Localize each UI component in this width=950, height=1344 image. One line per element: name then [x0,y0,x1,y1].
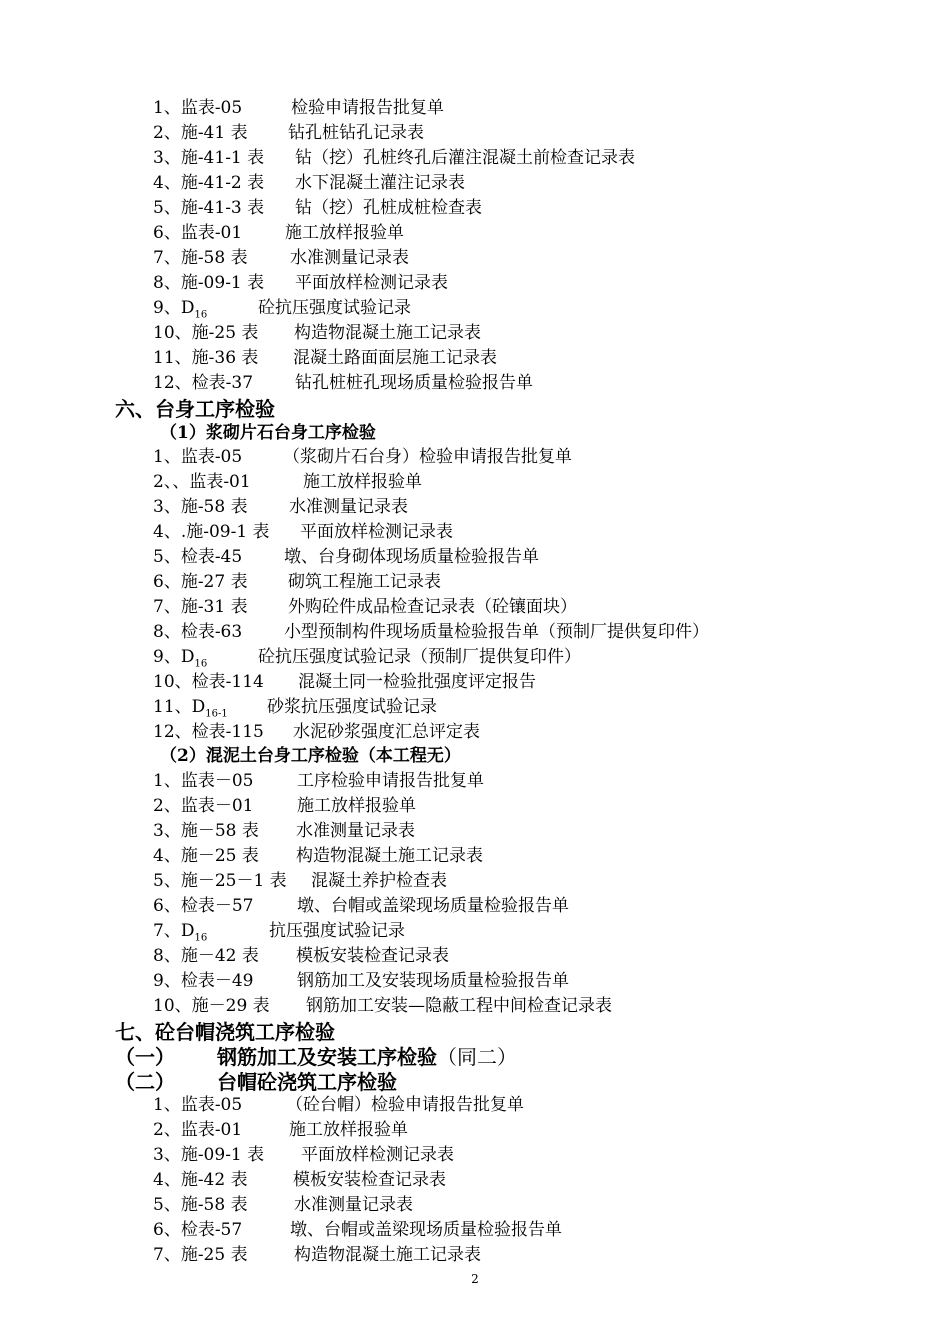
item-code-subscript: 16 [194,932,208,944]
subsection-note: （同二） [437,1045,517,1069]
item-desc: 钢筋加工及安装现场质量检验报告单 [297,971,569,991]
list-item [153,1193,753,1218]
subsection-number: （一） [115,1045,175,1069]
item-desc: （砼台帽）检验申请报告批复单 [286,1095,524,1115]
list-item [153,894,753,919]
list-item [153,969,753,994]
section-heading: 七、砼台帽浇筑工序检验 [115,1020,335,1044]
item-desc: 墩、台身砌体现场质量检验报告单 [284,547,539,567]
subsection-heading [115,1069,615,1095]
item-desc: 钻（挖）孔桩终孔后灌注混凝土前检查记录表 [295,148,635,168]
item-desc: 水准测量记录表 [290,248,409,268]
subsection-title-text: 钢筋加工及安装工序检验 [217,1045,437,1069]
item-code: 7、施-25 表 [153,1245,248,1265]
item-desc: 混凝土养护检查表 [311,871,447,891]
item-code: 5、施-58 表 [153,1195,248,1215]
section-heading: 六、台身工序检验 [115,397,275,421]
list-item [153,595,773,620]
subsection-title: 台帽砼浇筑工序检验 [217,1070,397,1094]
item-code: 4、.施-09-1 表 [153,522,270,542]
item-desc: 砼抗压强度试验记录 [258,298,411,318]
list-item [153,1243,753,1268]
item-code-main: 11、D [153,697,206,717]
item-code: 10、施－29 表 [153,996,270,1016]
item-desc: 平面放样检测记录表 [295,273,448,293]
item-code: 1、监表-05 [153,1095,243,1115]
list-item [153,670,773,695]
item-code-main: 9、D [153,298,195,318]
item-desc: 钻孔桩桩孔现场质量检验报告单 [295,373,533,393]
item-code-main: 9、D [153,647,195,667]
item-code: 9、检表－49 [153,971,254,991]
item-code: 5、施－25－1 表 [153,871,287,891]
list-item [153,246,753,271]
list-item [153,96,753,121]
page-number: 2 [471,1272,479,1286]
list-item [153,794,753,819]
item-desc: 构造物混凝土施工记录表 [294,1245,481,1265]
item-desc: 钻孔桩钻孔记录表 [288,123,424,143]
item-desc: 模板安装检查记录表 [296,946,449,966]
list-item [153,1168,753,1193]
item-code: 10、施-25 表 [153,323,259,343]
item-code: 1、监表－05 [153,771,254,791]
item-desc: （浆砌片石台身）检验申请报告批复单 [283,447,572,467]
list-item [153,495,773,520]
item-code-subscript: 16-1 [205,708,228,720]
item-code: 6、监表-01 [153,223,243,243]
item-desc: 水准测量记录表 [294,1195,413,1215]
item-desc: 模板安装检查记录表 [293,1170,446,1190]
item-code: 8、施－42 表 [153,946,259,966]
item-code: 5、施-41-3 表 [153,198,265,218]
item-code: 6、检表－57 [153,896,254,916]
item-code: 3、施－58 表 [153,821,259,841]
item-desc: 钢筋加工安装—隐蔽工程中间检查记录表 [306,996,612,1016]
item-code: 4、施－25 表 [153,846,259,866]
list-item [153,819,753,844]
item-code: 5、检表-45 [153,547,243,567]
item-code: 8、施-09-1 表 [153,273,265,293]
item-desc: 构造物混凝土施工记录表 [294,323,481,343]
item-desc: 外购砼件成品检查记录表（砼镶面块） [288,597,577,617]
list-item [153,620,773,645]
subsection-number: （二） [115,1070,175,1094]
list-item [153,346,753,371]
list-item [153,1118,753,1143]
item-desc: 工序检验申请报告批复单 [297,771,484,791]
list-item [153,221,753,246]
item-code: 2、、监表-01 [153,472,251,492]
item-desc: 钻（挖）孔桩成桩检查表 [295,198,482,218]
item-desc: 混凝土路面面层施工记录表 [293,348,497,368]
item-desc: 墩、台帽或盖梁现场质量检验报告单 [290,1220,562,1240]
item-desc: 构造物混凝土施工记录表 [296,846,483,866]
item-desc: 施工放样报验单 [289,1120,408,1140]
list-item [153,645,773,670]
list-item [153,296,753,321]
list-item [153,869,753,894]
item-desc: 水下混凝土灌注记录表 [295,173,465,193]
subsection-heading: （2）混泥土台身工序检验（本工程无） [160,746,461,766]
item-code: 6、施-27 表 [153,572,248,592]
item-desc: 施工放样报验单 [303,472,422,492]
item-desc: 水泥砂浆强度汇总评定表 [293,722,480,742]
list-item [153,919,753,944]
item-code: 2、施-41 表 [153,123,248,143]
item-desc: 平面放样检测记录表 [300,522,453,542]
item-code-subscript: 16 [194,658,208,670]
subsection-title [217,1044,517,1070]
item-desc: 砌筑工程施工记录表 [288,572,441,592]
item-code: 11、施-36 表 [153,348,259,368]
item-desc: 施工放样报验单 [297,796,416,816]
item-code: 3、施-09-1 表 [153,1145,265,1165]
item-code: 4、施-41-2 表 [153,173,265,193]
item-code: 3、施-58 表 [153,497,248,517]
item-desc: 施工放样报验单 [285,223,404,243]
list-item [153,695,773,720]
item-code: 12、检表-115 [153,722,264,742]
subsection-heading [115,1044,615,1070]
item-code: 12、检表-37 [153,373,254,393]
item-code: 8、检表-63 [153,622,243,642]
list-item [153,171,753,196]
list-item [153,994,753,1019]
item-desc: 检验申请报告批复单 [291,98,444,118]
list-item [153,1143,753,1168]
list-item [153,196,753,221]
item-desc: 抗压强度试验记录 [269,921,405,941]
item-desc: 水准测量记录表 [289,497,408,517]
item-code-main: 7、D [153,921,195,941]
list-item [153,1218,753,1243]
list-item [153,271,753,296]
item-desc: 墩、台帽或盖梁现场质量检验报告单 [297,896,569,916]
list-item [153,720,773,745]
item-desc: 平面放样检测记录表 [301,1145,454,1165]
list-item [153,570,773,595]
item-desc: 砼抗压强度试验记录（预制厂提供复印件） [258,647,581,667]
list-item [153,445,773,470]
list-item [153,470,773,495]
item-code: 7、施-31 表 [153,597,248,617]
item-code: 2、监表－01 [153,796,254,816]
list-item [153,1093,753,1118]
list-item [153,545,773,570]
list-item [153,121,753,146]
subsection-heading: （1）浆砌片石台身工序检验 [160,423,376,443]
item-desc: 水准测量记录表 [296,821,415,841]
item-code: 10、检表-114 [153,672,264,692]
list-item [153,520,773,545]
item-code: 7、施-58 表 [153,248,248,268]
list-item [153,944,753,969]
list-item [153,844,753,869]
list-item [153,769,753,794]
item-desc: 混凝土同一检验批强度评定报告 [298,672,536,692]
item-desc: 小型预制构件现场质量检验报告单（预制厂提供复印件） [284,622,709,642]
item-code: 1、监表-05 [153,447,243,467]
list-item [153,146,753,171]
item-code: 4、施-42 表 [153,1170,248,1190]
item-code: 2、监表-01 [153,1120,243,1140]
item-code: 6、检表-57 [153,1220,243,1240]
item-code: 1、监表-05 [153,98,243,118]
item-desc: 砂浆抗压强度试验记录 [267,697,437,717]
list-item [153,371,753,396]
list-item [153,321,753,346]
item-code: 3、施-41-1 表 [153,148,265,168]
item-code-subscript: 16 [194,309,208,321]
